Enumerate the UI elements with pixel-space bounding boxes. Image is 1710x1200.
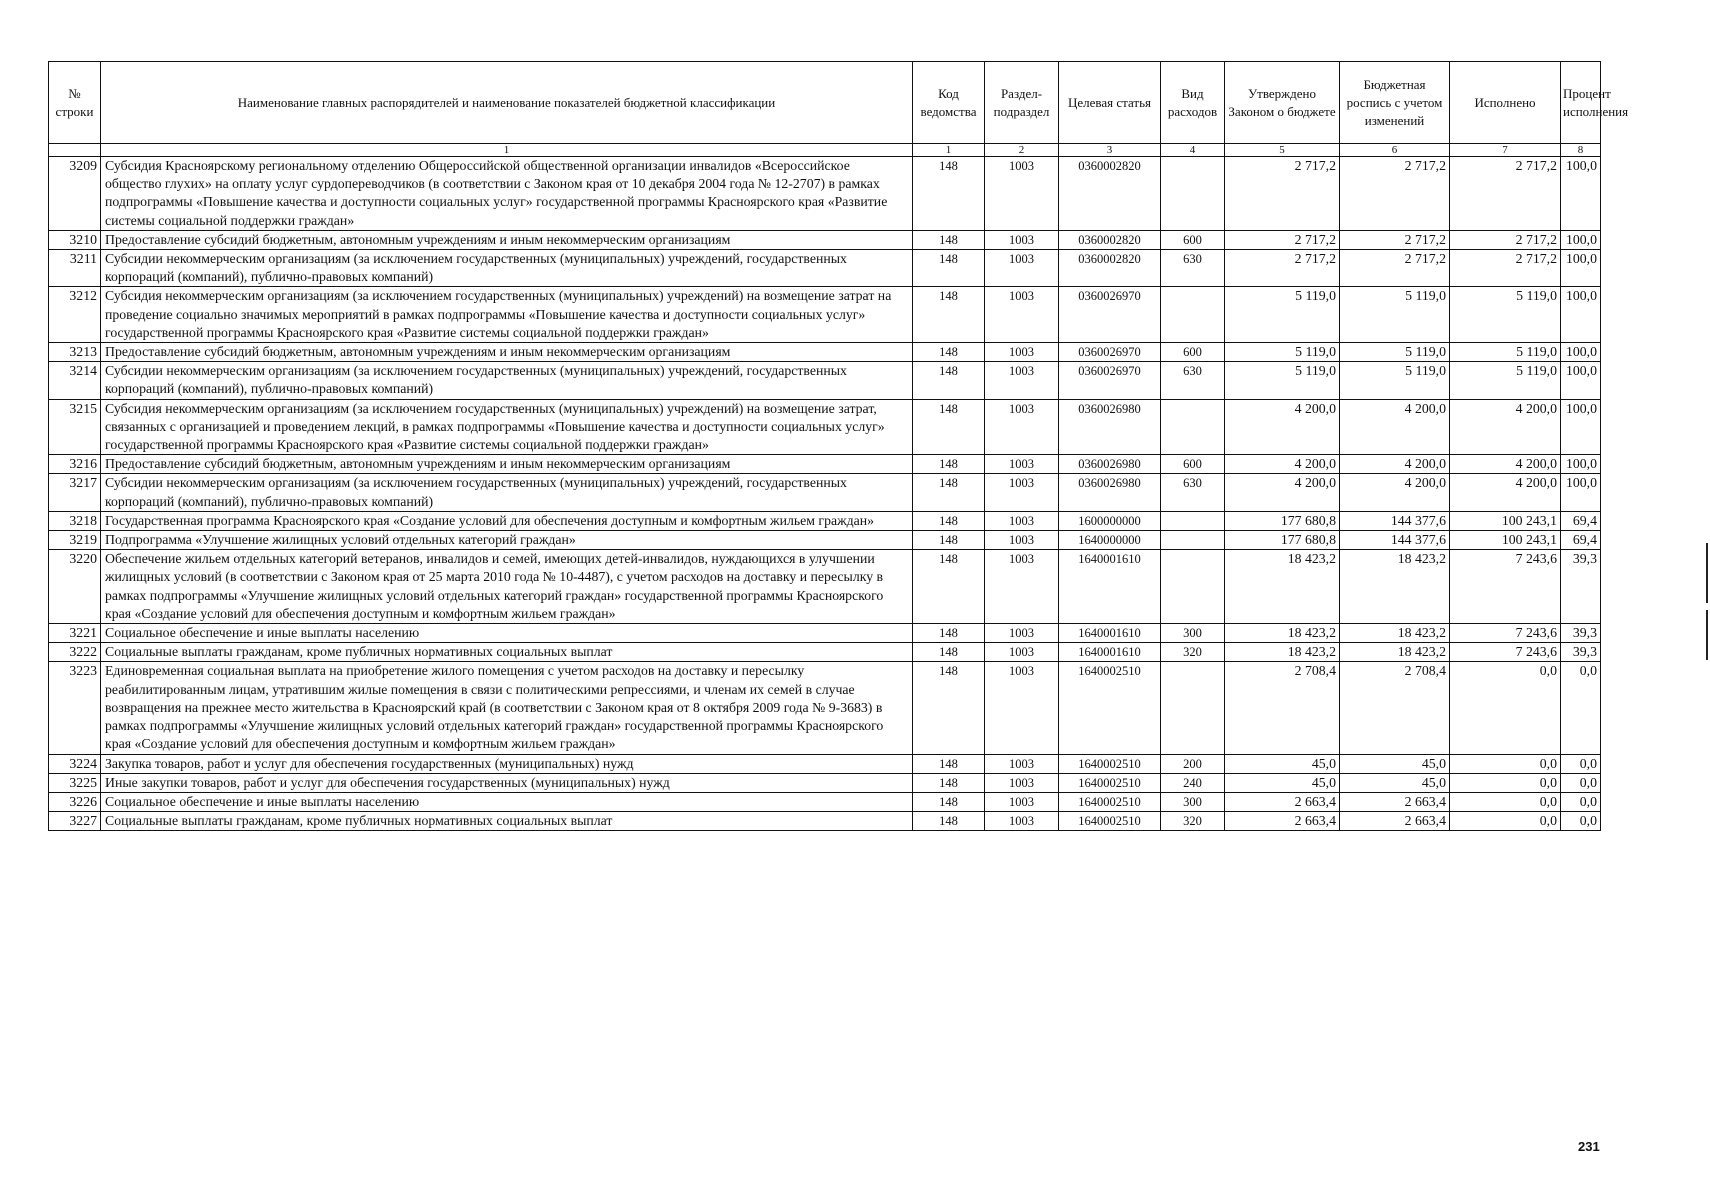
executed-amount-cell: 2 717,2 (1450, 230, 1561, 249)
row-name-cell: Государственная программа Красноярского края «Создание условий для обеспечения доступным и комфортным жильем граждан» (101, 511, 913, 530)
row-number-cell: 3219 (49, 531, 101, 550)
header-target-item: Целевая статья (1059, 62, 1161, 144)
row-number-cell: 3218 (49, 511, 101, 530)
column-number-cell: 1 (101, 144, 913, 157)
approved-amount-cell: 4 200,0 (1225, 399, 1340, 455)
approved-amount-cell: 4 200,0 (1225, 455, 1340, 474)
approved-amount-cell: 2 663,4 (1225, 792, 1340, 811)
section-cell: 1003 (985, 362, 1059, 399)
target-item-cell: 1600000000 (1059, 511, 1161, 530)
section-cell: 1003 (985, 643, 1059, 662)
column-number-cell: 6 (1340, 144, 1450, 157)
column-number-cell: 5 (1225, 144, 1340, 157)
table-row (49, 343, 1601, 362)
expense-type-cell: 200 (1161, 754, 1225, 773)
table-row (49, 792, 1601, 811)
row-name-cell: Субсидия Красноярскому региональному отделению Общероссийской общественной организации инвалидов «Всероссийское общество глухих» на оплату услуг сурдопереводчиков (в соответствии с Законом края от 10 декабря 2004 года № 12-2707) в рамках подпрограммы «Повышение качества и доступности социальных услуг» государственной программы Красноярского края «Развитие системы социальной поддержки граждан» (101, 157, 913, 231)
department-code-cell: 148 (913, 343, 985, 362)
executed-amount-cell: 2 717,2 (1450, 157, 1561, 231)
table-row (49, 230, 1601, 249)
row-name-cell: Подпрограмма «Улучшение жилищных условий отдельных категорий граждан» (101, 531, 913, 550)
row-number-cell: 3215 (49, 399, 101, 455)
percent-cell: 0,0 (1561, 754, 1601, 773)
budget-list-amount-cell: 5 119,0 (1340, 287, 1450, 343)
approved-amount-cell: 2 717,2 (1225, 157, 1340, 231)
approved-amount-cell: 45,0 (1225, 773, 1340, 792)
approved-amount-cell: 5 119,0 (1225, 287, 1340, 343)
section-cell: 1003 (985, 812, 1059, 831)
table-row (49, 773, 1601, 792)
percent-cell: 39,3 (1561, 624, 1601, 643)
row-number-cell: 3226 (49, 792, 101, 811)
row-name-cell: Социальное обеспечение и иные выплаты населению (101, 792, 913, 811)
target-item-cell: 1640002510 (1059, 812, 1161, 831)
target-item-cell: 0360026980 (1059, 474, 1161, 511)
percent-cell: 69,4 (1561, 511, 1601, 530)
column-number-cell: 2 (985, 144, 1059, 157)
department-code-cell: 148 (913, 511, 985, 530)
approved-amount-cell: 18 423,2 (1225, 550, 1340, 624)
section-cell: 1003 (985, 550, 1059, 624)
header-percent: Процент исполнения (1561, 62, 1601, 144)
row-number-cell: 3210 (49, 230, 101, 249)
department-code-cell: 148 (913, 812, 985, 831)
row-number-cell: 3223 (49, 662, 101, 754)
target-item-cell: 1640001610 (1059, 624, 1161, 643)
target-item-cell: 1640001610 (1059, 550, 1161, 624)
header-section: Раздел-подраздел (985, 62, 1059, 144)
executed-amount-cell: 100 243,1 (1450, 531, 1561, 550)
table-row (49, 643, 1601, 662)
budget-list-amount-cell: 18 423,2 (1340, 550, 1450, 624)
executed-amount-cell: 0,0 (1450, 812, 1561, 831)
header-budget-list: Бюджетная роспись с учетом изменений (1340, 62, 1450, 144)
budget-list-amount-cell: 45,0 (1340, 754, 1450, 773)
budget-list-amount-cell: 18 423,2 (1340, 643, 1450, 662)
scan-edge-mark (1706, 543, 1708, 603)
percent-cell: 100,0 (1561, 399, 1601, 455)
table-row (49, 531, 1601, 550)
expense-type-cell: 300 (1161, 792, 1225, 811)
executed-amount-cell: 5 119,0 (1450, 343, 1561, 362)
row-number-cell: 3216 (49, 455, 101, 474)
department-code-cell: 148 (913, 662, 985, 754)
column-number-row (49, 144, 1601, 157)
department-code-cell: 148 (913, 550, 985, 624)
table-row (49, 624, 1601, 643)
row-number-cell: 3220 (49, 550, 101, 624)
row-name-cell: Предоставление субсидий бюджетным, автономным учреждениям и иным некоммерческим организациям (101, 230, 913, 249)
expense-type-cell: 630 (1161, 474, 1225, 511)
column-number-cell: 3 (1059, 144, 1161, 157)
row-name-cell: Субсидии некоммерческим организациям (за исключением государственных (муниципальных) учреждений, государственных корпораций (компаний), публично-правовых компаний) (101, 474, 913, 511)
budget-list-amount-cell: 2 663,4 (1340, 792, 1450, 811)
row-number-cell: 3224 (49, 754, 101, 773)
row-name-cell: Субсидия некоммерческим организациям (за исключением государственных (муниципальных) учреждений) на возмещение затрат на проведение социально значимых мероприятий в рамках подпрограммы «Повышение качества и доступности социальных услуг» государственной программы Красноярского края «Развитие системы социальной поддержки граждан» (101, 287, 913, 343)
budget-list-amount-cell: 2 663,4 (1340, 812, 1450, 831)
target-item-cell: 0360002820 (1059, 250, 1161, 287)
row-number-cell: 3212 (49, 287, 101, 343)
row-name-cell: Обеспечение жильем отдельных категорий ветеранов, инвалидов и семей, имеющих детей-инвалидов, нуждающихся в улучшении жилищных условий (в соответствии с Законом края от 25 марта 2010 года № 10-4487), с учетом расходов на доставку и пересылку в рамках подпрограммы «Улучшение жилищных условий отдельных категорий граждан» государственной программы Красноярского края «Создание условий для обеспечения доступным и комфортным жильем граждан» (101, 550, 913, 624)
target-item-cell: 0360026980 (1059, 399, 1161, 455)
column-number-cell: 1 (913, 144, 985, 157)
percent-cell: 100,0 (1561, 362, 1601, 399)
percent-cell: 39,3 (1561, 550, 1601, 624)
header-row-number: № строки (49, 62, 101, 144)
target-item-cell: 0360026980 (1059, 455, 1161, 474)
target-item-cell: 0360002820 (1059, 230, 1161, 249)
target-item-cell: 0360026970 (1059, 287, 1161, 343)
approved-amount-cell: 177 680,8 (1225, 511, 1340, 530)
table-row (49, 250, 1601, 287)
executed-amount-cell: 5 119,0 (1450, 362, 1561, 399)
expense-type-cell (1161, 662, 1225, 754)
executed-amount-cell: 7 243,6 (1450, 643, 1561, 662)
row-number-cell: 3225 (49, 773, 101, 792)
expense-type-cell: 300 (1161, 624, 1225, 643)
department-code-cell: 148 (913, 287, 985, 343)
table-row (49, 157, 1601, 231)
percent-cell: 0,0 (1561, 792, 1601, 811)
department-code-cell: 148 (913, 531, 985, 550)
percent-cell: 100,0 (1561, 157, 1601, 231)
target-item-cell: 1640002510 (1059, 792, 1161, 811)
row-number-cell: 3222 (49, 643, 101, 662)
budget-list-amount-cell: 2 717,2 (1340, 250, 1450, 287)
executed-amount-cell: 0,0 (1450, 754, 1561, 773)
row-number-cell: 3217 (49, 474, 101, 511)
target-item-cell: 1640002510 (1059, 773, 1161, 792)
row-name-cell: Иные закупки товаров, работ и услуг для обеспечения государственных (муниципальных) нужд (101, 773, 913, 792)
row-name-cell: Социальные выплаты гражданам, кроме публичных нормативных социальных выплат (101, 812, 913, 831)
percent-cell: 0,0 (1561, 812, 1601, 831)
percent-cell: 0,0 (1561, 662, 1601, 754)
expense-type-cell: 320 (1161, 812, 1225, 831)
budget-list-amount-cell: 4 200,0 (1340, 474, 1450, 511)
expense-type-cell: 600 (1161, 455, 1225, 474)
approved-amount-cell: 2 663,4 (1225, 812, 1340, 831)
section-cell: 1003 (985, 474, 1059, 511)
row-name-cell: Субсидия некоммерческим организациям (за исключением государственных (муниципальных) учреждений) на возмещение затрат, связанных с организацией и проведением лекций, в рамках подпрограммы «Повышение качества и доступности социальных услуг» государственной программы Красноярского края «Развитие системы социальной поддержки граждан» (101, 399, 913, 455)
expense-type-cell (1161, 399, 1225, 455)
target-item-cell: 1640002510 (1059, 662, 1161, 754)
executed-amount-cell: 100 243,1 (1450, 511, 1561, 530)
percent-cell: 100,0 (1561, 474, 1601, 511)
section-cell: 1003 (985, 287, 1059, 343)
header-department-code: Код ведомства (913, 62, 985, 144)
table-row (49, 550, 1601, 624)
target-item-cell: 1640000000 (1059, 531, 1161, 550)
row-number-cell: 3213 (49, 343, 101, 362)
percent-cell: 100,0 (1561, 230, 1601, 249)
section-cell: 1003 (985, 399, 1059, 455)
department-code-cell: 148 (913, 455, 985, 474)
budget-list-amount-cell: 4 200,0 (1340, 399, 1450, 455)
percent-cell: 100,0 (1561, 455, 1601, 474)
header-expense-type: Вид расходов (1161, 62, 1225, 144)
section-cell: 1003 (985, 250, 1059, 287)
department-code-cell: 148 (913, 792, 985, 811)
section-cell: 1003 (985, 230, 1059, 249)
department-code-cell: 148 (913, 157, 985, 231)
department-code-cell: 148 (913, 230, 985, 249)
budget-list-amount-cell: 5 119,0 (1340, 343, 1450, 362)
table-row (49, 399, 1601, 455)
header-name: Наименование главных распорядителей и наименование показателей бюджетной классификации (101, 62, 913, 144)
executed-amount-cell: 2 717,2 (1450, 250, 1561, 287)
row-name-cell: Субсидии некоммерческим организациям (за исключением государственных (муниципальных) учреждений, государственных корпораций (компаний), публично-правовых компаний) (101, 362, 913, 399)
expense-type-cell: 600 (1161, 343, 1225, 362)
executed-amount-cell: 7 243,6 (1450, 550, 1561, 624)
header-approved: Утверждено Законом о бюджете (1225, 62, 1340, 144)
approved-amount-cell: 2 717,2 (1225, 250, 1340, 287)
approved-amount-cell: 18 423,2 (1225, 624, 1340, 643)
approved-amount-cell: 177 680,8 (1225, 531, 1340, 550)
department-code-cell: 148 (913, 362, 985, 399)
row-name-cell: Социальное обеспечение и иные выплаты населению (101, 624, 913, 643)
section-cell: 1003 (985, 792, 1059, 811)
department-code-cell: 148 (913, 773, 985, 792)
approved-amount-cell: 5 119,0 (1225, 362, 1340, 399)
target-item-cell: 0360002820 (1059, 157, 1161, 231)
table-row (49, 455, 1601, 474)
approved-amount-cell: 2 717,2 (1225, 230, 1340, 249)
budget-list-amount-cell: 5 119,0 (1340, 362, 1450, 399)
section-cell: 1003 (985, 157, 1059, 231)
executed-amount-cell: 7 243,6 (1450, 624, 1561, 643)
row-name-cell: Субсидии некоммерческим организациям (за исключением государственных (муниципальных) учреждений, государственных корпораций (компаний), публично-правовых компаний) (101, 250, 913, 287)
executed-amount-cell: 0,0 (1450, 773, 1561, 792)
expense-type-cell: 600 (1161, 230, 1225, 249)
row-name-cell: Социальные выплаты гражданам, кроме публичных нормативных социальных выплат (101, 643, 913, 662)
section-cell: 1003 (985, 662, 1059, 754)
budget-execution-table-container (48, 61, 1629, 831)
budget-list-amount-cell: 144 377,6 (1340, 511, 1450, 530)
table-row (49, 474, 1601, 511)
budget-list-amount-cell: 45,0 (1340, 773, 1450, 792)
percent-cell: 100,0 (1561, 287, 1601, 343)
table-header-row (49, 62, 1601, 144)
department-code-cell: 148 (913, 643, 985, 662)
expense-type-cell (1161, 287, 1225, 343)
row-name-cell: Предоставление субсидий бюджетным, автономным учреждениям и иным некоммерческим организациям (101, 455, 913, 474)
column-number-cell: 8 (1561, 144, 1601, 157)
table-row (49, 812, 1601, 831)
expense-type-cell: 630 (1161, 362, 1225, 399)
budget-list-amount-cell: 2 717,2 (1340, 157, 1450, 231)
column-number-cell (49, 144, 101, 157)
percent-cell: 100,0 (1561, 343, 1601, 362)
budget-list-amount-cell: 2 708,4 (1340, 662, 1450, 754)
table-row (49, 362, 1601, 399)
executed-amount-cell: 0,0 (1450, 662, 1561, 754)
expense-type-cell: 320 (1161, 643, 1225, 662)
section-cell: 1003 (985, 624, 1059, 643)
expense-type-cell (1161, 157, 1225, 231)
approved-amount-cell: 45,0 (1225, 754, 1340, 773)
expense-type-cell (1161, 550, 1225, 624)
row-number-cell: 3227 (49, 812, 101, 831)
table-body (49, 157, 1601, 831)
percent-cell: 69,4 (1561, 531, 1601, 550)
department-code-cell: 148 (913, 250, 985, 287)
budget-list-amount-cell: 2 717,2 (1340, 230, 1450, 249)
row-number-cell: 3211 (49, 250, 101, 287)
department-code-cell: 148 (913, 399, 985, 455)
header-executed: Исполнено (1450, 62, 1561, 144)
row-name-cell: Закупка товаров, работ и услуг для обеспечения государственных (муниципальных) нужд (101, 754, 913, 773)
budget-list-amount-cell: 144 377,6 (1340, 531, 1450, 550)
executed-amount-cell: 5 119,0 (1450, 287, 1561, 343)
target-item-cell: 1640002510 (1059, 754, 1161, 773)
column-number-cell: 7 (1450, 144, 1561, 157)
department-code-cell: 148 (913, 754, 985, 773)
row-number-cell: 3221 (49, 624, 101, 643)
row-number-cell: 3214 (49, 362, 101, 399)
budget-list-amount-cell: 4 200,0 (1340, 455, 1450, 474)
target-item-cell: 0360026970 (1059, 362, 1161, 399)
expense-type-cell: 240 (1161, 773, 1225, 792)
row-number-cell: 3209 (49, 157, 101, 231)
expense-type-cell: 630 (1161, 250, 1225, 287)
section-cell: 1003 (985, 455, 1059, 474)
executed-amount-cell: 4 200,0 (1450, 455, 1561, 474)
executed-amount-cell: 4 200,0 (1450, 474, 1561, 511)
approved-amount-cell: 2 708,4 (1225, 662, 1340, 754)
section-cell: 1003 (985, 773, 1059, 792)
approved-amount-cell: 5 119,0 (1225, 343, 1340, 362)
executed-amount-cell: 4 200,0 (1450, 399, 1561, 455)
target-item-cell: 1640001610 (1059, 643, 1161, 662)
table-row (49, 287, 1601, 343)
budget-list-amount-cell: 18 423,2 (1340, 624, 1450, 643)
section-cell: 1003 (985, 511, 1059, 530)
department-code-cell: 148 (913, 474, 985, 511)
approved-amount-cell: 18 423,2 (1225, 643, 1340, 662)
expense-type-cell (1161, 531, 1225, 550)
expense-type-cell (1161, 511, 1225, 530)
row-name-cell: Единовременная социальная выплата на приобретение жилого помещения с учетом расходов на доставку и пересылку реабилитированным лицам, утратившим жилые помещения в связи с политическими репрессиями, и членам их семей в случае возвращения на прежнее место жительства в Красноярский край (в соответствии с Законом края от 8 октября 2009 года № 9-3683) в рамках подпрограммы «Улучшение жилищных условий отдельных категорий граждан» государственной программы Красноярского края «Создание условий для обеспечения доступным и комфортным жильем граждан» (101, 662, 913, 754)
page-number: 231 (1578, 1139, 1600, 1154)
section-cell: 1003 (985, 754, 1059, 773)
scan-edge-mark (1706, 610, 1708, 660)
percent-cell: 100,0 (1561, 250, 1601, 287)
section-cell: 1003 (985, 531, 1059, 550)
row-name-cell: Предоставление субсидий бюджетным, автономным учреждениям и иным некоммерческим организациям (101, 343, 913, 362)
table-row (49, 754, 1601, 773)
column-number-cell: 4 (1161, 144, 1225, 157)
table-row (49, 662, 1601, 754)
percent-cell: 0,0 (1561, 773, 1601, 792)
budget-execution-table (48, 61, 1629, 831)
table-row (49, 511, 1601, 530)
executed-amount-cell: 0,0 (1450, 792, 1561, 811)
approved-amount-cell: 4 200,0 (1225, 474, 1340, 511)
percent-cell: 39,3 (1561, 643, 1601, 662)
target-item-cell: 0360026970 (1059, 343, 1161, 362)
section-cell: 1003 (985, 343, 1059, 362)
department-code-cell: 148 (913, 624, 985, 643)
